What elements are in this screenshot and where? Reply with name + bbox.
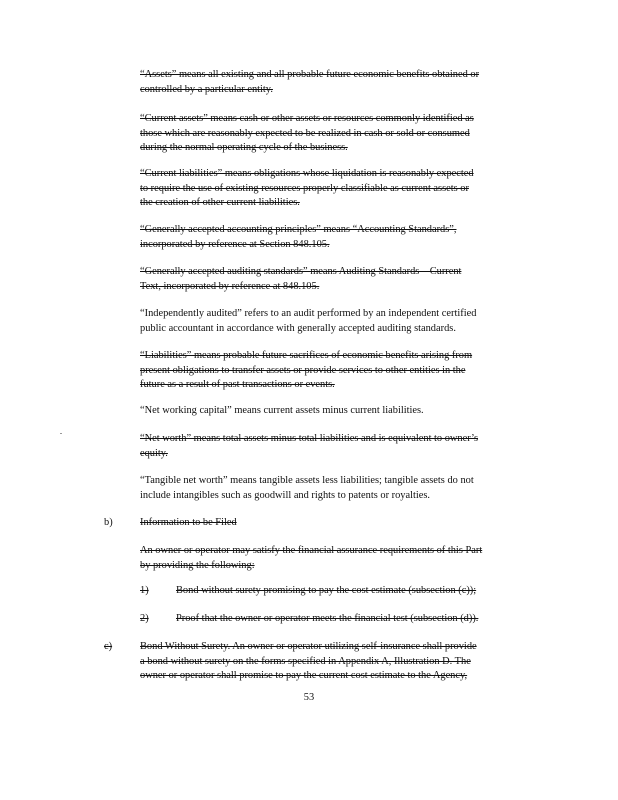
- definition-current-assets: [140, 112, 538, 156]
- definition-current-liabilities: [140, 167, 538, 211]
- section-c-body: [140, 640, 540, 684]
- text-line: by providing the following:: [140, 559, 255, 571]
- text-line: “Current liabilities” means obligations whose liquidation is reasonably expected: [140, 168, 474, 179]
- section-c-leader: [117, 640, 140, 655]
- definition-gaas: [140, 265, 538, 294]
- section-b-leader: [120, 516, 140, 531]
- text-line: An owner or operator may satisfy the financial assurance requirements of this Part: [140, 545, 483, 556]
- text-line: to require the use of existing resources properly classifiable as current assets or: [140, 182, 469, 194]
- definition-liabilities: [140, 349, 538, 393]
- text-line: “Assets” means all existing and all probable future economic benefits obtained or: [140, 69, 480, 80]
- section-b-item-1-leader: [153, 584, 176, 599]
- section-b-item-2-text: Proof that the owner or operator meets the financial test (subsection (d)).: [176, 613, 479, 624]
- stray-mark: [60, 433, 62, 434]
- section-c-label: c): [104, 641, 113, 652]
- text-line: during the normal operating cycle of the business.: [140, 142, 348, 153]
- text-line: those which are reasonably expected to be realized in cash or sold or consumed: [140, 127, 470, 139]
- text-line: “Net working capital” means current assets minus current liabilities.: [140, 405, 424, 416]
- text-line: incorporated by reference at Section 848.105.: [140, 238, 330, 250]
- text-line: Text, incorporated by reference at 848.105.: [140, 280, 320, 292]
- section-b-item-1-text: Bond without surety promising to pay the cost estimate (subsection (c));: [176, 585, 477, 596]
- text-line: Bond Without Surety. An owner or operator utilizing self-insurance shall provide: [140, 641, 477, 652]
- definition-gaap: [140, 223, 538, 252]
- page-number: 53: [303, 692, 315, 703]
- definition-independently-audited: [140, 307, 538, 336]
- section-b-label: b): [104, 517, 113, 528]
- text-line: “Current assets” means cash or other assets or resources commonly identified as: [140, 113, 474, 124]
- text-line: “Independently audited” refers to an audit performed by an independent certified: [140, 308, 477, 319]
- text-line: the creation of other current liabilities.: [140, 197, 300, 208]
- section-b-item-1-number: 1): [140, 585, 149, 596]
- section-b-item-2-leader: [153, 612, 176, 627]
- definition-net-working-capital: [140, 404, 538, 419]
- text-line: a bond without surety on the forms specified in Appendix A, Illustration D. The: [140, 655, 471, 667]
- text-line: future as a result of past transactions or events.: [140, 379, 335, 390]
- text-line: present obligations to transfer assets or provide services to other entities in the: [140, 364, 466, 376]
- definition-tangible-net-worth: [140, 474, 538, 503]
- text-line: “Liabilities” means probable future sacrifices of economic benefits arising from: [140, 350, 473, 361]
- section-b-title: Information to be Filed: [140, 517, 237, 528]
- text-line: “Generally accepted auditing standards” means Auditing Standards – Current: [140, 266, 462, 277]
- definition-net-worth: [140, 432, 538, 461]
- text-line: “Net worth” means total assets minus total liabilities and is equivalent to owner’s: [140, 433, 479, 444]
- text-line: public accountant in accordance with generally accepted auditing standards.: [140, 322, 456, 334]
- text-line: owner or operator shall promise to pay the current cost estimate to the Agency,: [140, 670, 468, 681]
- text-line: controlled by a particular entity.: [140, 83, 273, 95]
- text-line: “Tangible net worth” means tangible assets less liabilities; tangible assets do not: [140, 475, 474, 486]
- section-b-intro: [140, 544, 538, 573]
- text-line: “Generally accepted accounting principles” means “Accounting Standards”,: [140, 224, 457, 235]
- text-line: include intangibles such as goodwill and rights to patents or royalties.: [140, 489, 431, 501]
- text-line: equity.: [140, 447, 168, 459]
- definition-assets: [140, 68, 538, 97]
- section-b-item-2-number: 2): [140, 613, 149, 624]
